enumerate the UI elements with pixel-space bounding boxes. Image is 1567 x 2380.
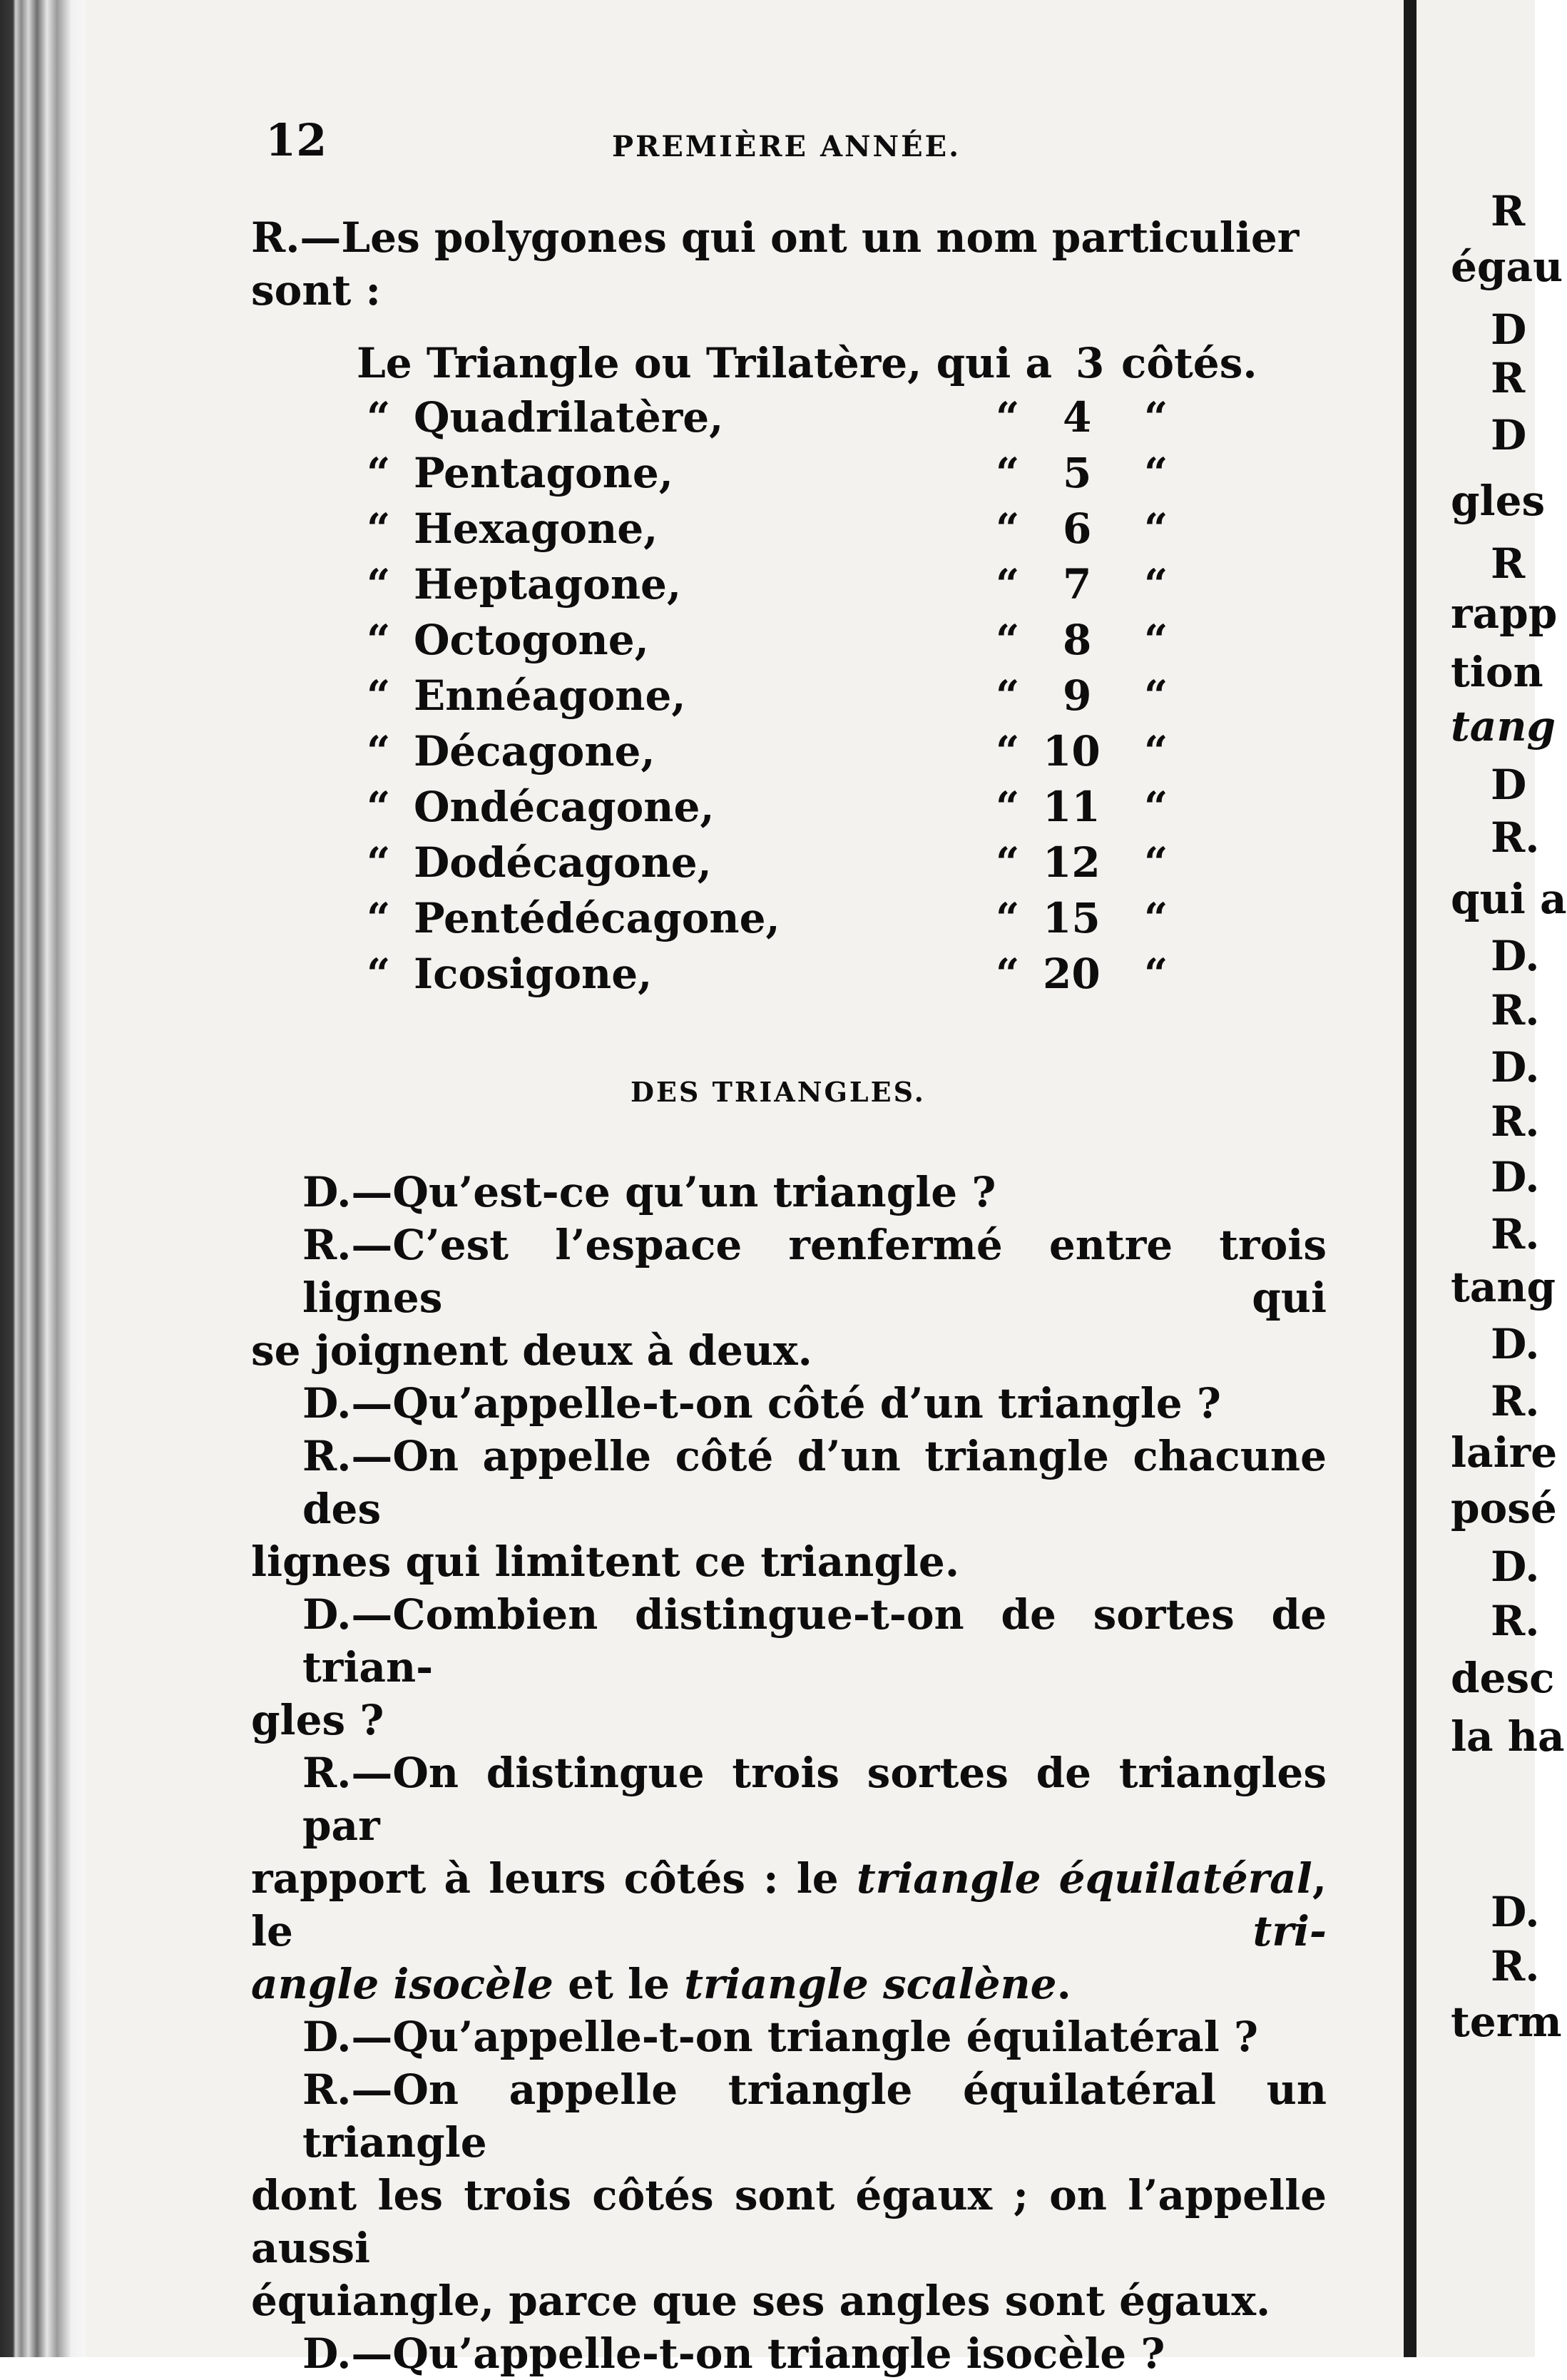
facing-page-fragment: D.	[1491, 1320, 1540, 1368]
facing-page-fragment: D.	[1491, 1043, 1540, 1092]
answer-2-line-2: lignes qui limitent ce triangle.	[251, 1537, 960, 1586]
facing-page-fragment: D	[1491, 411, 1527, 459]
ditto-mark: “	[367, 783, 391, 831]
table-number: 3	[1076, 339, 1105, 387]
side-count: 11	[1043, 783, 1101, 831]
answer-3-line-2	[251, 1852, 1327, 1958]
polygon-name: Icosigone,	[414, 950, 653, 998]
section-heading: DES TRIANGLES.	[631, 1076, 926, 1108]
side-count: 12	[1043, 838, 1101, 887]
answer-3-text: , le	[251, 1854, 1327, 1956]
ditto-mark: “	[1144, 671, 1168, 720]
answer-4-line-3: équiangle, parce que ses angles sont égaux.	[251, 2277, 1271, 2325]
ditto-mark: “	[1144, 838, 1168, 887]
polygon-name: Dodécagone,	[414, 838, 712, 887]
side-count: 9	[1063, 671, 1092, 720]
question-1: D.—Qu’est-ce qu’un triangle ?	[302, 1168, 996, 1216]
ditto-mark: “	[367, 393, 391, 442]
ditto-mark: “	[996, 616, 1020, 664]
question-2: D.—Qu’appelle-t-on côté d’un triangle ?	[302, 1379, 1221, 1428]
side-count: 7	[1063, 560, 1092, 609]
polygon-name: Pentédécagone,	[414, 894, 780, 942]
qa-block	[251, 1166, 1327, 2380]
facing-page-fragment: R.	[1491, 1377, 1540, 1425]
facing-page-fragment: R.	[1491, 986, 1540, 1034]
facing-page-fragment: D	[1491, 305, 1527, 354]
intro-line-1: R.—Les polygones qui ont un nom particulier	[251, 213, 1300, 262]
facing-page-fragment: R	[1491, 354, 1526, 402]
ditto-mark: “	[367, 950, 391, 998]
ditto-mark: “	[1144, 894, 1168, 942]
answer-4-line-2: dont les trois côtés sont égaux ; on l’appelle aussi	[251, 2171, 1327, 2272]
ditto-mark: “	[367, 894, 391, 942]
facing-page-fragment: R	[1491, 187, 1526, 235]
answer-1-line-1: R.—C’est l’espace renfermé entre trois lignes qui	[302, 1221, 1327, 1322]
answer-3-text: .	[1056, 1960, 1071, 2008]
ditto-mark: “	[367, 727, 391, 775]
ditto-mark: “	[1144, 950, 1168, 998]
facing-page-fragment: tion	[1451, 648, 1543, 696]
side-count: 10	[1043, 727, 1101, 775]
running-head: PREMIÈRE ANNÉE.	[612, 130, 961, 163]
facing-page-fragment: laire	[1451, 1428, 1558, 1477]
question-4: D.—Qu’appelle-t-on triangle équilatéral ?	[302, 2013, 1258, 2061]
answer-2-line-1: R.—On appelle côté d’un triangle chacune des	[302, 1432, 1327, 1533]
facing-page-fragment: R.	[1491, 1597, 1540, 1645]
term-isosceles-start: tri-	[1252, 1907, 1327, 1956]
answer-3-text: et le	[553, 1960, 685, 2008]
facing-page-fragment: term	[1451, 1998, 1562, 2046]
page-fold	[1404, 0, 1417, 2357]
ditto-mark: “	[367, 671, 391, 720]
side-count: 5	[1063, 449, 1092, 497]
facing-page-fragment: R.	[1491, 1210, 1540, 1258]
ditto-mark: “	[1144, 727, 1168, 775]
ditto-mark: “	[367, 616, 391, 664]
ditto-mark: “	[1144, 783, 1168, 831]
answer-3-line-3	[251, 1958, 1327, 2010]
facing-page-fragment: tang	[1451, 702, 1556, 751]
side-count: 15	[1043, 894, 1101, 942]
ditto-mark: “	[1144, 560, 1168, 609]
ditto-mark: “	[996, 727, 1020, 775]
side-count: 6	[1063, 504, 1092, 553]
intro-paragraph	[251, 211, 1327, 317]
facing-page-fragment: R.	[1491, 1942, 1540, 1990]
facing-page-fragment: D.	[1491, 1888, 1540, 1936]
polygon-name: Ennéagone,	[414, 671, 686, 720]
ditto-mark: “	[367, 560, 391, 609]
facing-page-fragment: la ha	[1451, 1712, 1565, 1761]
intro-line-2: sont :	[251, 266, 381, 315]
answer-3-text: rapport à leurs côtés : le	[251, 1854, 857, 1903]
facing-page-fragment: rapp	[1451, 589, 1558, 638]
side-count: 4	[1063, 393, 1092, 442]
ditto-mark: “	[1144, 504, 1168, 553]
facing-page-fragment: posé	[1451, 1484, 1557, 1532]
side-count: 20	[1043, 950, 1101, 998]
facing-page-fragment: desc	[1451, 1654, 1555, 1702]
ditto-mark: “	[367, 449, 391, 497]
ditto-mark: “	[996, 894, 1020, 942]
ditto-mark: “	[367, 504, 391, 553]
polygon-name: Hexagone,	[414, 504, 658, 553]
ditto-mark: “	[996, 504, 1020, 553]
facing-page-fragment: R.	[1491, 1097, 1540, 1146]
ditto-mark: “	[367, 838, 391, 887]
polygon-name: Décagone,	[414, 727, 655, 775]
facing-page-fragment: égau	[1451, 243, 1563, 291]
answer-3-line-1: R.—On distingue trois sortes de triangles par	[302, 1749, 1327, 1850]
facing-page-fragment: D.	[1491, 932, 1540, 980]
ditto-mark: “	[996, 449, 1020, 497]
polygon-name: Quadrilatère,	[414, 393, 724, 442]
facing-page-fragment: D	[1491, 761, 1527, 809]
table-unit: côtés.	[1121, 339, 1257, 387]
table-row-first	[357, 339, 1053, 387]
question-5: D.—Qu’appelle-t-on triangle isocèle ?	[302, 2329, 1165, 2378]
ditto-mark: “	[996, 838, 1020, 887]
term-scalene: triangle scalène	[684, 1960, 1057, 2008]
ditto-mark: “	[996, 950, 1020, 998]
ditto-mark: “	[1144, 449, 1168, 497]
table-lead: Le Triangle ou Trilatère, qui a	[357, 339, 1053, 387]
facing-page-fragment: tang	[1451, 1263, 1556, 1311]
answer-1-line-2: se joignent deux à deux.	[251, 1326, 812, 1375]
ditto-mark: “	[1144, 393, 1168, 442]
ditto-mark: “	[996, 393, 1020, 442]
question-3-line-2: gles ?	[251, 1696, 384, 1744]
ditto-mark: “	[996, 783, 1020, 831]
answer-4-line-1: R.—On appelle triangle équilatéral un triangle	[302, 2065, 1327, 2167]
ditto-mark: “	[1144, 616, 1168, 664]
ditto-mark: “	[996, 671, 1020, 720]
facing-page-fragment: R.	[1491, 813, 1540, 862]
term-isosceles-end: angle isocèle	[251, 1960, 553, 2008]
facing-page-fragment: D.	[1491, 1153, 1540, 1201]
book-gutter	[0, 0, 86, 2357]
facing-page-fragment: D.	[1491, 1542, 1540, 1591]
side-count: 8	[1063, 616, 1092, 664]
facing-page-fragment: qui a	[1451, 875, 1567, 923]
ditto-mark: “	[996, 560, 1020, 609]
facing-page-fragment: R	[1491, 539, 1526, 588]
polygon-name: Ondécagone,	[414, 783, 715, 831]
question-3-line-1: D.—Combien distingue-t-on de sortes de trian-	[302, 1590, 1327, 1692]
polygon-name: Pentagone,	[414, 449, 674, 497]
polygon-name: Heptagone,	[414, 560, 682, 609]
term-equilateral: triangle équilatéral	[856, 1854, 1312, 1903]
polygon-name: Octogone,	[414, 616, 649, 664]
page-number: 12	[265, 114, 327, 166]
facing-page-fragment: gles	[1451, 477, 1546, 525]
